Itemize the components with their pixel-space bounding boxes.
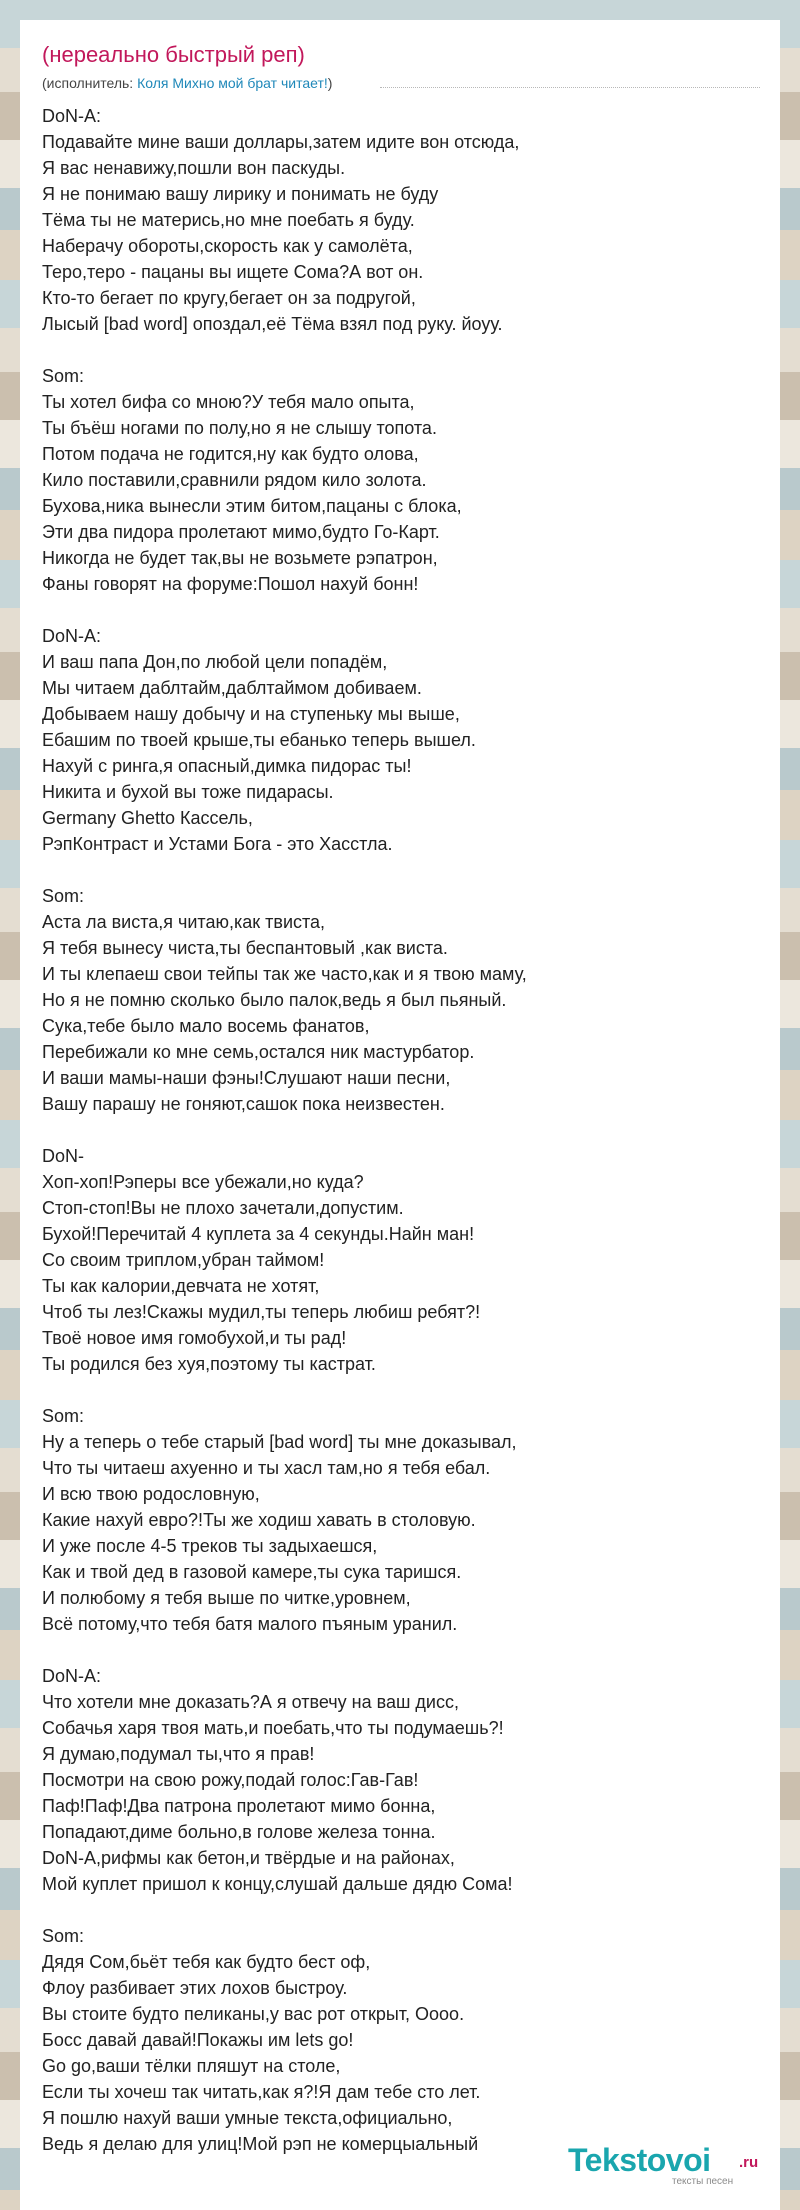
lyric-line: Наберачу обороты,скорость как у самолёта, [42, 236, 413, 256]
logo-tagline: тексты песен [672, 2176, 734, 2187]
lyric-line: Som: [42, 1926, 85, 1946]
lyric-line: Germany Ghetto Кассель, [42, 808, 253, 828]
performer-prefix: (исполнитель: [42, 75, 138, 91]
lyric-line: Som: [42, 366, 85, 386]
lyric-line: Мы читаем даблтайм,даблтаймом добиваем. [42, 678, 422, 698]
lyric-line: Всё потому,что тебя батя малого пъяным уранил. [42, 1614, 458, 1634]
lyric-line: РэпКонтраст и Устами Бога - это Хасстла. [42, 834, 393, 854]
lyric-line: И ваш папа Дон,по любой цели попадём, [42, 652, 388, 672]
lyric-line: Со своим триплом,убран таймом! [42, 1250, 325, 1270]
performer-line [42, 74, 332, 92]
lyric-line: Нахуй с ринга,я опасный,димка пидорас ты! [42, 756, 412, 776]
stanza-gap [42, 597, 762, 623]
lyric-line: Никогда не будет так,вы не возьмете рэпатрон, [42, 548, 438, 568]
lyric-line: Лысый [bad word] опоздал,её Тёма взял под руку. йоуу. [42, 314, 503, 334]
lyric-line: Ты родился без хуя,поэтому ты кастрат. [42, 1354, 376, 1374]
lyric-line: И полюбому я тебя выше по читке,уровнем, [42, 1588, 411, 1608]
lyric-line: Добываем нашу добычу и на ступеньку мы выше, [42, 704, 460, 724]
lyric-line: Стоп-стоп!Вы не плохо зачетали,допустим. [42, 1198, 404, 1218]
lyric-line: Я тебя вынесу чиста,ты беспантовый ,как виста. [42, 938, 448, 958]
lyric-line: Хоп-хоп!Рэперы все убежали,но куда? [42, 1172, 364, 1192]
lyric-line: DoN-A: [42, 626, 102, 646]
lyric-line: Если ты хочеш так читать,как я?!Я дам тебе сто лет. [42, 2082, 481, 2102]
song-title: (нереально быстрый реп) [42, 42, 305, 67]
lyric-line: Твоё новое имя гомобухой,и ты рад! [42, 1328, 347, 1348]
lyric-line: Ну а теперь о тебе старый [bad word] ты мне доказывал, [42, 1432, 517, 1452]
lyric-line: Бухой!Перечитай 4 куплета за 4 секунды.Найн ман! [42, 1224, 475, 1244]
site-logo[interactable] [568, 2142, 768, 2186]
stanza-gap [42, 857, 762, 883]
artist-link[interactable]: Коля Михно мой брат читает! [137, 75, 328, 91]
lyric-line: И всю твою родословную, [42, 1484, 260, 1504]
lyric-line: Я не понимаю вашу лирику и понимать не буду [42, 184, 439, 204]
lyrics-card [20, 20, 780, 2210]
lyric-line: Вашу парашу не гоняют,сашок пока неизвестен. [42, 1094, 445, 1114]
lyric-line: Как и твой дед в газовой камере,ты сука таришся. [42, 1562, 462, 1582]
lyric-line: Мой куплет пришол к концу,слушай дальше дядю Сома! [42, 1874, 513, 1894]
lyric-line: Что хотели мне доказать?А я отвечу на ваш дисс, [42, 1692, 459, 1712]
lyric-line: Бухова,ника вынесли этим битом,пацаны с блока, [42, 496, 462, 516]
lyric-line: Посмотри на свою рожу,подай голос:Гав-Гав! [42, 1770, 419, 1790]
lyric-line: Чтоб ты лез!Скажы мудил,ты теперь любиш ребят?! [42, 1302, 481, 1322]
lyric-line: Босс давай давай!Покажы им lets go! [42, 2030, 354, 2050]
lyric-line: Попадают,диме больно,в голове железа тонна. [42, 1822, 436, 1842]
lyric-line: Ты как калории,девчата не хотят, [42, 1276, 320, 1296]
lyric-line: Ты хотел бифа со мною?У тебя мало опыта, [42, 392, 415, 412]
lyric-line: Ведь я делаю для улиц!Мой рэп не комерцыальный [42, 2134, 479, 2154]
lyric-line: Тёма ты не матерись,но мне поебать я буду. [42, 210, 415, 230]
dotted-divider [380, 87, 760, 88]
lyric-line: Вы стоите будто пеликаны,у вас рот открыт, Оооо. [42, 2004, 465, 2024]
lyric-line: Som: [42, 1406, 85, 1426]
lyric-line: Ты бъёш ногами по полу,но я не слышу топота. [42, 418, 437, 438]
logo-tld: .ru [739, 2154, 759, 2171]
lyric-line: Собачья харя твоя мать,и поебать,что ты подумаешь?! [42, 1718, 504, 1738]
lyric-line: Кило поставили,сравнили рядом кило золота. [42, 470, 427, 490]
lyric-line: Я пошлю нахуй ваши умные текста,официально, [42, 2108, 453, 2128]
lyric-line: Паф!Паф!Два патрона пролетают мимо бонна, [42, 1796, 436, 1816]
lyric-line: Но я не помню сколько было палок,ведь я был пьяный. [42, 990, 507, 1010]
stanza-gap [42, 1377, 762, 1403]
lyric-line: Аста ла виста,я читаю,как твиста, [42, 912, 326, 932]
lyric-line: Кто-то бегает по кругу,бегает он за подругой, [42, 288, 416, 308]
lyric-line: Som: [42, 886, 85, 906]
lyric-line: И ваши мамы-наши фэны!Слушают наши песни, [42, 1068, 451, 1088]
lyric-line: Go go,ваши тёлки пляшут на столе, [42, 2056, 341, 2076]
performer-suffix: ) [327, 75, 333, 91]
lyrics-text [42, 103, 762, 2157]
logo-name: Tekstovoi [568, 2142, 711, 2178]
lyric-line: DoN-A,рифмы как бетон,и твёрдые и на районах, [42, 1848, 455, 1868]
lyric-line: Я думаю,подумал ты,что я прав! [42, 1744, 315, 1764]
lyric-line: DoN-A: [42, 106, 102, 126]
lyric-line: Перебижали ко мне семь,остался ник мастурбатор. [42, 1042, 475, 1062]
lyric-line: Эти два пидора пролетают мимо,будто Го-Карт. [42, 522, 440, 542]
lyric-line: Дядя Сом,бьёт тебя как будто бест оф, [42, 1952, 371, 1972]
lyric-line: И уже после 4-5 треков ты задыхаешся, [42, 1536, 378, 1556]
stanza-gap [42, 1637, 762, 1663]
lyric-line: Подавайте мине ваши доллары,затем идите вон отсюда, [42, 132, 520, 152]
lyric-line: Какие нахуй евро?!Ты же ходиш хавать в столовую. [42, 1510, 476, 1530]
lyric-line: И ты клепаеш свои тейпы так же часто,как и я твою маму, [42, 964, 527, 984]
lyric-line: Сука,тебе было мало восемь фанатов, [42, 1016, 370, 1036]
lyric-line: DoN- [42, 1146, 85, 1166]
lyric-line: Потом подача не годится,ну как будто олова, [42, 444, 419, 464]
lyric-line: Ебашим по твоей крыше,ты ебанько теперь вышел. [42, 730, 476, 750]
lyric-line: Я вас ненавижу,пошли вон паскуды. [42, 158, 346, 178]
stanza-gap [42, 337, 762, 363]
stanza-gap [42, 1117, 762, 1143]
lyric-line: Никита и бухой вы тоже пидарасы. [42, 782, 334, 802]
lyric-line: DoN-A: [42, 1666, 102, 1686]
stanza-gap [42, 1897, 762, 1923]
lyric-line: Что ты читаеш ахуенно и ты хасл там,но я тебя ебал. [42, 1458, 491, 1478]
lyric-line: Теро,теро - пацаны вы ищете Сома?А вот он. [42, 262, 424, 282]
lyric-line: Фаны говорят на форуме:Пошол нахуй бонн! [42, 574, 419, 594]
lyric-line: Флоу разбивает этих лохов быстроу. [42, 1978, 348, 1998]
